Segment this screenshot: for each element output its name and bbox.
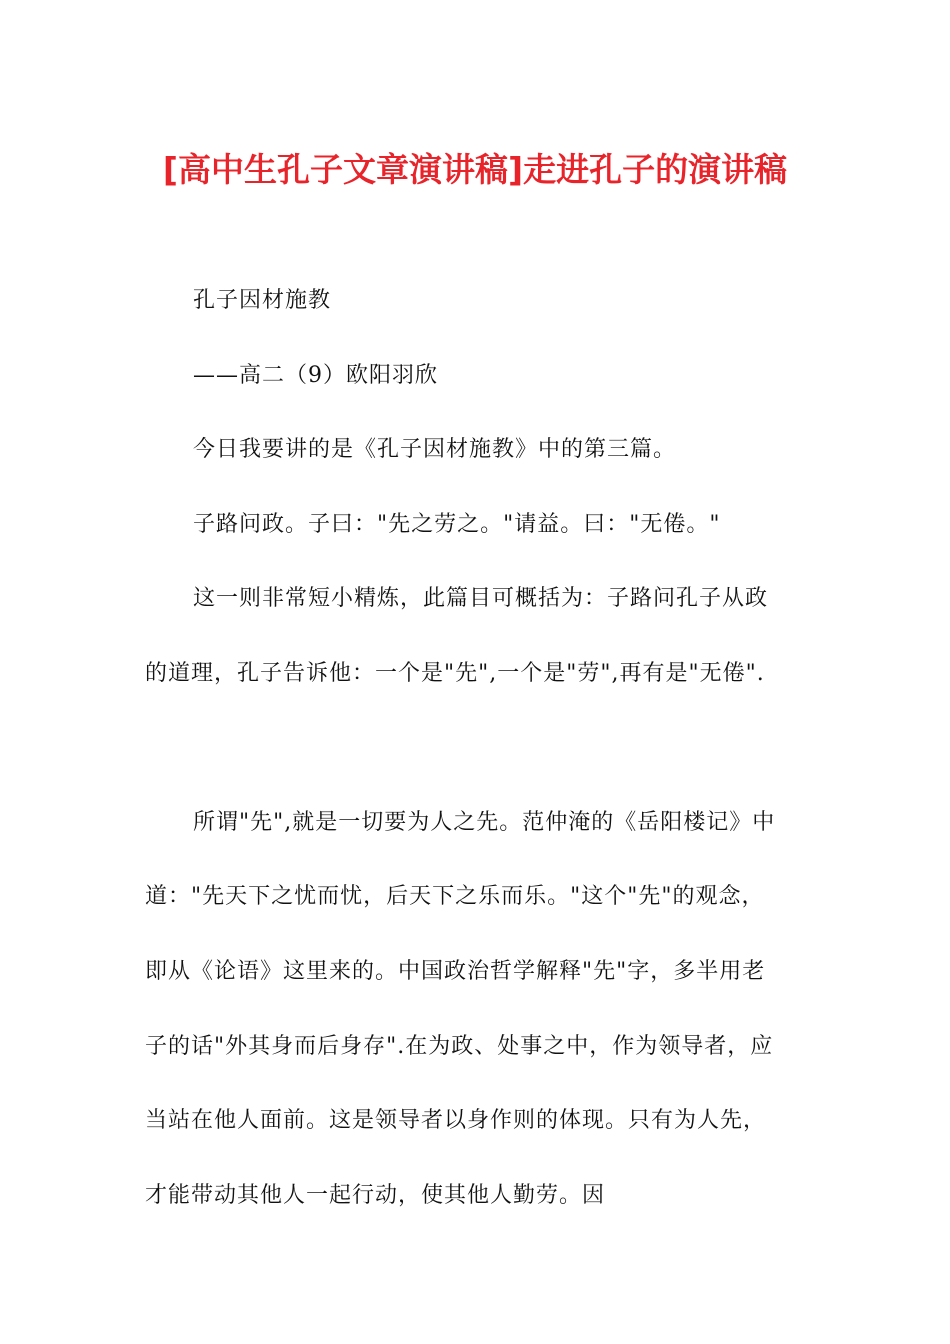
text-line: 的道理，孔子告诉他：一个是"先",一个是"劳",再有是"无倦". xyxy=(145,661,765,686)
text-line: 子路问政。子曰："先之劳之。"请益。曰："无倦。" xyxy=(193,512,721,537)
text-line: 今日我要讲的是《孔子因材施教》中的第三篇。 xyxy=(193,437,677,462)
text-line: 即从《论语》这里来的。中国政治哲学解释"先"字，多半用老 xyxy=(145,959,766,984)
text-line: 子的话"外其身而后身存".在为政、处事之中，作为领导者，应 xyxy=(145,1034,774,1059)
document-title: [高中生孔子文章演讲稿]走进孔子的演讲稿 xyxy=(162,150,788,189)
text-line: 才能带动其他人一起行动，使其他人勤劳。因 xyxy=(145,1183,606,1208)
text-line: 道："先天下之忧而忧，后天下之乐而乐。"这个"先"的观念， xyxy=(145,884,765,909)
text-line: 当站在他人面前。这是领导者以身作则的体现。只有为人先， xyxy=(145,1108,767,1133)
text-line-author: ——高二（9）欧阳羽欣 xyxy=(193,363,438,388)
text-line: 所谓"先",就是一切要为人之先。范仲淹的《岳阳楼记》中 xyxy=(193,810,776,835)
text-line-subtitle: 孔子因材施教 xyxy=(193,288,332,313)
text-line: 这一则非常短小精炼，此篇目可概括为：子路问孔子从政 xyxy=(193,586,769,611)
